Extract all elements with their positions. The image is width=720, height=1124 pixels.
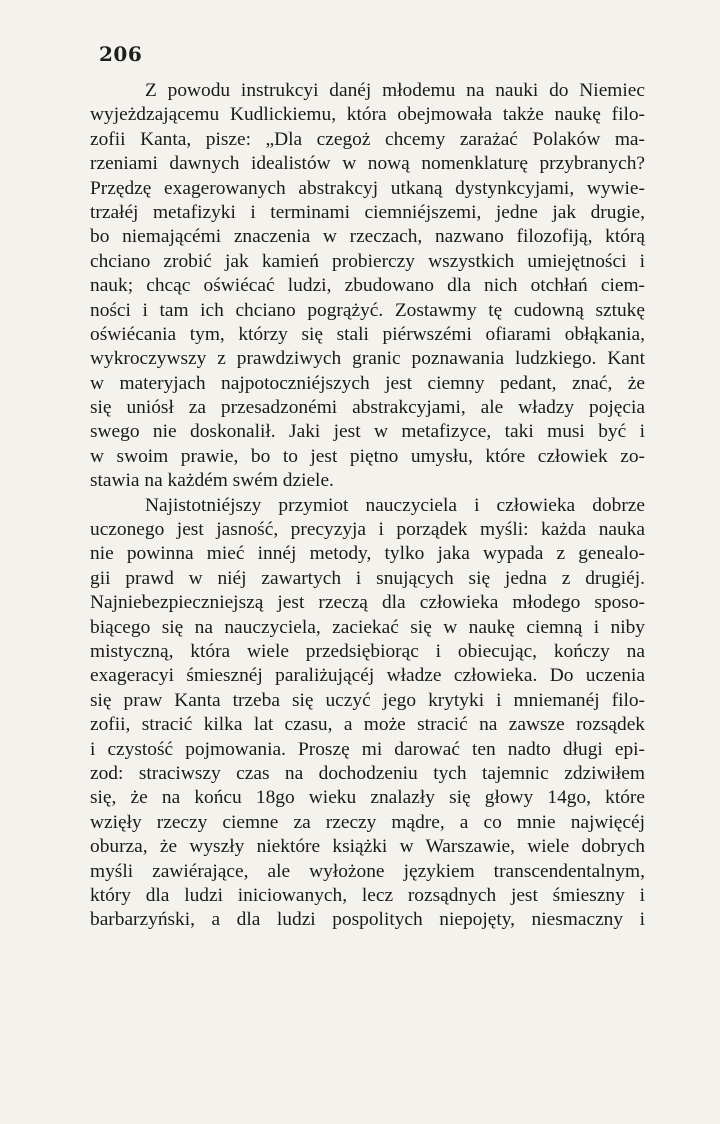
- text-line: wykroczywszy z prawdziwych granic poznawania ludzkiego. Kant: [90, 348, 645, 370]
- text-line: Najistotniéjszy przymiot nauczyciela i człowieka dobrze: [145, 494, 645, 516]
- text-line: który dla ludzi iniciowanych, lecz rozsądnych jest śmieszny i: [90, 884, 645, 906]
- text-line: w swoim prawie, bo to jest piętno umysłu, które człowiek zo-: [90, 445, 645, 467]
- text-line: się praw Kanta trzeba się uczyć jego krytyki i mniemanéj filo-: [90, 689, 645, 711]
- text-line: barbarzyński, a dla ludzi pospolitych niepojęty, niesmaczny i: [90, 909, 645, 931]
- page-number: 206: [99, 42, 143, 66]
- text-line: trzałéj metafizyki i terminami ciemniéjszemi, jedne jak drugie,: [90, 201, 645, 223]
- text-line: zod: straciwszy czas na dochodzeniu tych tajemnic zdziwiłem: [90, 762, 645, 784]
- text-line: oburza, że wyszły niektóre książki w Warszawie, wiele dobrych: [90, 836, 645, 858]
- text-line: uczonego jest jasność, precyzyja i porządek myśli: każda nauka: [90, 519, 645, 541]
- text-line: chciano zrobić jak kamień probierczy wszystkich umiejętności i: [90, 250, 645, 272]
- text-line: nauk; chcąc oświécać ludzi, zbudowano dla nich otchłań ciem-: [90, 275, 645, 297]
- text-line: wzięły rzeczy ciemne za rzeczy mądre, a co mnie najwięcéj: [90, 811, 645, 833]
- body-text: [90, 79, 645, 933]
- text-line: nie powinna mieć innéj metody, tylko jaka wypada z genealo-: [90, 543, 645, 565]
- text-line: Przędzę exagerowanych abstrakcyj utkaną dystynkcyjami, wywie-: [90, 177, 645, 199]
- text-line: ności i tam ich chciano pogrążyć. Zostawmy tę cudowną sztukę: [90, 299, 645, 321]
- text-line: zofii, stracić kilka lat czasu, a może stracić na zawsze rozsądek: [90, 714, 645, 736]
- text-line: i czystość pojmowania. Proszę mi darować ten nadto długi epi-: [90, 738, 645, 760]
- text-line: Z powodu instrukcyi danéj młodemu na nauki do Niemiec: [145, 80, 645, 101]
- text-line: rzeniami dawnych idealistów w nową nomenklaturę przybranych?: [90, 153, 645, 175]
- text-line: biącego się na nauczyciela, zaciekać się w naukę ciemną i niby: [90, 616, 645, 638]
- text-line: exageracyi śmiesznéj paraliżującéj władze człowieka. Do uczenia: [90, 665, 645, 687]
- text-line: Najniebezpieczniejszą jest rzeczą dla człowieka młodego sposo-: [90, 592, 645, 614]
- text-line: się uniósł za przesadzonémi abstrakcyjami, ale władzy pojęcia: [90, 397, 645, 419]
- text-line: w materyjach najpotoczniéjszych jest ciemny pedant, znać, że: [90, 372, 645, 394]
- text-line: swego nie doskonalił. Jaki jest w metafizyce, taki musi być i: [90, 421, 645, 443]
- text-line: wyjeżdzającemu Kudlickiemu, która obejmowała także naukę filo-: [90, 104, 645, 126]
- text-line: myśli zawiérające, ale wyłożone językiem transcendentalnym,: [90, 860, 645, 882]
- text-line: zofii Kanta, pisze: „Dla czegoż chcemy zarażać Polaków ma-: [90, 128, 645, 150]
- text-line: stawia na każdém swém dziele.: [90, 470, 334, 492]
- text-line: mistyczną, która wiele przedsiębiorąc i obiecując, kończy na: [90, 640, 645, 662]
- text-line: się, że na końcu 18go wieku znalazły się głowy 14go, które: [90, 787, 645, 809]
- text-line: oświécania tym, którzy się stali piérwszémi ofiarami obłąkania,: [90, 323, 645, 345]
- text-line: gii prawd w niéj zawartych i snujących się jedna z drugiéj.: [90, 567, 645, 589]
- text-line: bo niemającémi znaczenia w rzeczach, nazwano filozofiją, którą: [90, 226, 645, 248]
